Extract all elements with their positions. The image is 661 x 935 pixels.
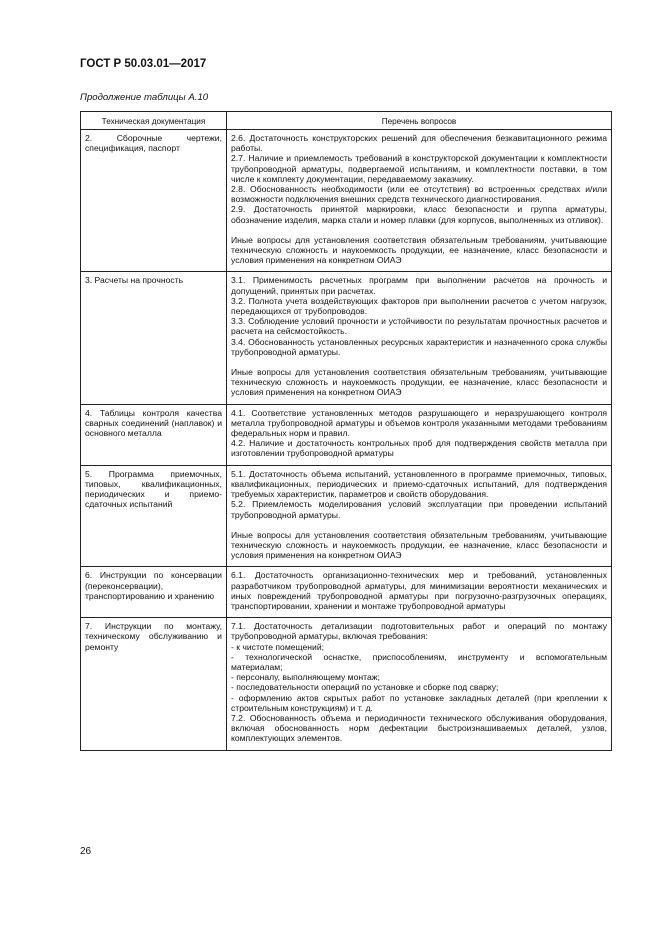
question-item: 5.2. Приемлемость моделирования условий эксплуатации при проведении испытаний трубопроводной арматуры. <box>231 499 607 520</box>
question-item: 2.7. Наличие и приемлемость требований в конструкторской документации к комплектности трубопроводной арматуры, подвергаемой испытаниям, и комплектности поставки, в том числе к комплекту документации, передаваемому заказчику. <box>231 153 607 184</box>
questions-cell <box>227 618 612 750</box>
table-header-row <box>81 112 612 130</box>
table-caption: Продолжение таблицы А.10 <box>80 92 209 103</box>
question-item: - персоналу, выполняющему монтаж; <box>231 672 380 683</box>
question-item: 2.8. Обоснованность необходимости (или ее отсутствия) во встроенных средствах и/или возможности подключения внешних средств технического диагностирования. <box>231 184 607 205</box>
questions-cell <box>227 272 612 404</box>
table-row <box>81 404 612 465</box>
questions-cell <box>227 130 612 272</box>
question-item: Иные вопросы для установления соответствия обязательным требованиям, учитывающие техническую сложность и наукоемкость продукции, ее назначение, класс безопасности и условия применения на конкретном ОИАЭ <box>231 234 607 266</box>
doc-cell: 7. Инструкции по монтажу, техническому обслуживанию и ремонту <box>81 618 227 750</box>
doc-cell: 2. Сборочные чертежи, спецификация, паспорт <box>81 130 227 272</box>
table-row <box>81 618 612 750</box>
column-header-questions: Перечень вопросов <box>227 112 612 130</box>
table-row <box>81 130 612 272</box>
question-item: 2.9. Достаточность принятой маркировки, класс безопасности и группа арматуры, обозначение изделия, марка стали и номер плавки (для корпусов, выполненных из отливок). <box>231 204 607 225</box>
question-item: 4.1. Соответствие установленных методов разрушающего и неразрушающего контроля металла трубопроводной арматуры и объемов контроля указанными методами требованиям федеральных норм и правил. <box>231 407 607 439</box>
document-code: ГОСТ Р 50.03.01—2017 <box>80 58 207 70</box>
question-item: - последовательности операций по установке и сборке под сварку; <box>231 682 499 693</box>
question-item: Иные вопросы для установления соответствия обязательным требованиям, учитывающие техническую сложность и наукоемкость продукции, ее назначение, класс безопасности и условия применения на конкретном ОИАЭ <box>231 367 607 398</box>
questions-cell <box>227 567 612 618</box>
questions-cell <box>227 465 612 567</box>
questions-cell <box>227 404 612 465</box>
table-row <box>81 465 612 567</box>
requirements-table <box>80 111 612 751</box>
doc-cell: 3. Расчеты на прочность <box>81 272 227 404</box>
question-item: Иные вопросы для установления соответствия обязательным требованиям, учитывающие техническую сложность и наукоемкость продукции, ее назначение, класс безопасности и условия применения на конкретном ОИАЭ <box>231 529 607 561</box>
question-item: 6.1. Достаточность организационно-технических мер и требований, установленных разработчиком трубопроводной арматуры, для минимизации вероятности механических и иных повреждений трубопроводной арматуры при погрузочно-разгрузочных операциях, транспортировании, хранении и монтаже трубопроводной арматуры <box>231 570 607 611</box>
doc-cell: 6. Инструкции по консервации (переконсервации), транспортированию и хранению <box>81 567 227 618</box>
table-row <box>81 272 612 404</box>
column-header-documentation: Техническая документация <box>81 112 227 130</box>
question-item: 3.1. Применимость расчетных программ при выполнении расчетов на прочность и допущений, принятых при расчетах. <box>231 275 607 296</box>
question-item: 3.4. Обоснованность установленных ресурсных характеристик и назначенного срока службы трубопроводной арматуры. <box>231 336 607 357</box>
question-item: 2.6. Достаточность конструкторских решений для обеспечения безкавитационного режима работы. <box>231 133 607 154</box>
question-item: 3.2. Полнота учета воздействующих факторов при выполнении расчетов с учетом нагрузок, передающихся от трубопроводов. <box>231 295 607 317</box>
page-number: 26 <box>80 846 92 857</box>
question-item: 4.2. Наличие и достаточность контрольных проб для подтверждения свойств металла при изготовлении трубопроводной арматуры <box>231 438 607 459</box>
question-item: 7.2. Обоснованность объема и периодичности технического обслуживания оборудования, включая обоснованность норм дефектации быстроизнашиваемых деталей, узлов, комплектующих элементов. <box>231 712 607 744</box>
question-item: - оформлению актов скрытых работ по установке закладных деталей (при креплении к строительным конструкциям) и т. д. <box>231 692 607 713</box>
table-row <box>81 567 612 618</box>
question-item: 3.3. Соблюдение условий прочности и устойчивости по результатам прочностных расчетов и расчета на сейсмостойкость. <box>231 316 607 337</box>
question-item: 5.1. Достаточность объема испытаний, установленного в программе приемочных, типовых, квалификационных, периодических и приемо-сдаточных испытаний, для подтверждения требуемых характеристик, параметров и свойств оборудования. <box>231 468 607 500</box>
doc-cell: 5. Программа приемочных, типовых, квалификационных, периодических и приемо-сдаточных испытаний <box>81 465 227 567</box>
doc-cell: 4. Таблицы контроля качества сварных соединений (наплавок) и основного металла <box>81 404 227 465</box>
question-item: 7.1. Достаточность детализации подготовительных работ и операций по монтажу трубопроводной арматуры, включая требования: <box>231 621 607 642</box>
question-item: - к чистоте помещений; <box>231 641 325 652</box>
question-item: - технологической оснастке, приспособлениям, инструменту и вспомогательным материалам; <box>231 651 607 672</box>
